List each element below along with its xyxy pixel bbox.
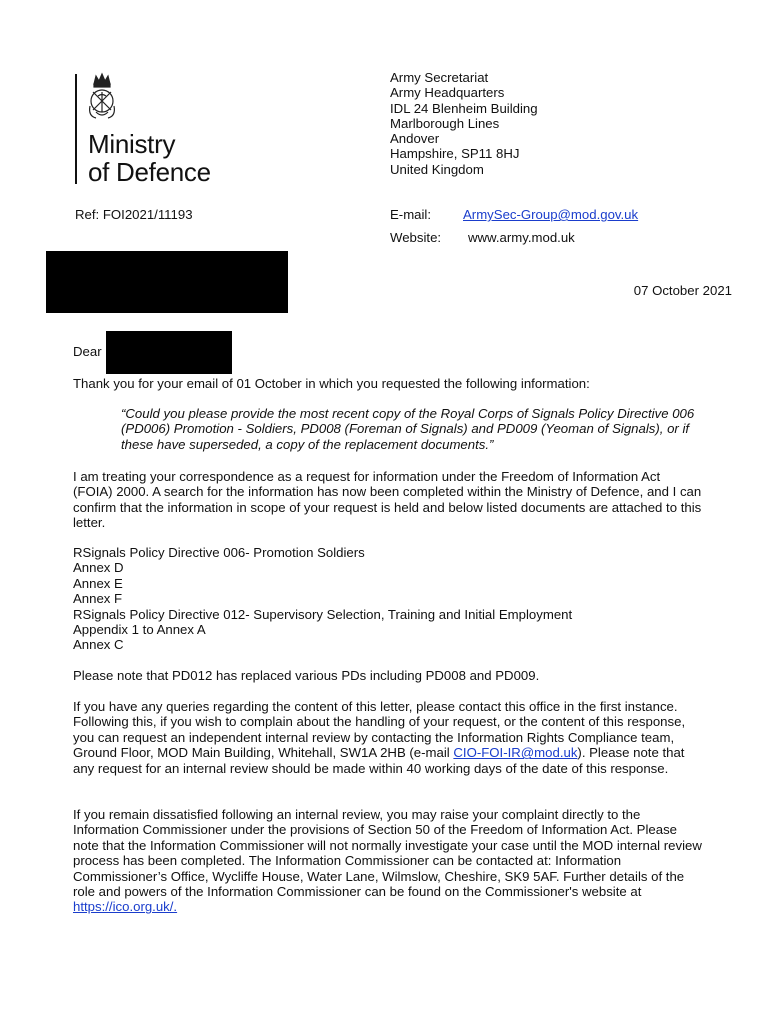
logo-line-2: of Defence — [88, 157, 211, 187]
list-item: RSignals Policy Directive 006- Promotion Soldiers — [73, 545, 365, 560]
address-line: Hampshire, SP11 8HJ — [390, 146, 520, 162]
list-item: Annex D — [73, 560, 124, 576]
reference-number: Ref: FOI2021/11193 — [75, 207, 193, 222]
cio-foi-email-link[interactable]: CIO-FOI-IR@mod.uk — [453, 745, 578, 761]
redacted-recipient-address — [46, 251, 288, 313]
address-line: United Kingdom — [390, 161, 484, 177]
address-line: Marlborough Lines — [390, 115, 500, 131]
queries-paragraph — [73, 699, 703, 776]
list-item: Annex F — [73, 591, 123, 607]
address-line: IDL 24 Blenheim Building — [390, 100, 538, 116]
queries-text-end: ). Please note that any request for an internal review should be made within 40 working days of the date of this response. — [73, 745, 685, 776]
royal-crest-icon — [82, 72, 122, 122]
request-quote: “Could you please provide the most recent copy of the Royal Corps of Signals Policy Directive 006 (PD006) Promotion - Soldiers, PD008 (Foreman of Signals) and PD009 (Yeoman of Signals), or if these have superseded, a copy of the replacement documents.” — [121, 406, 695, 452]
address-line: Army Secretariat — [390, 70, 489, 85]
logo-line-1: Ministry — [88, 129, 176, 159]
note-paragraph: Please note that PD012 has replaced various PDs including PD008 and PD009. — [73, 668, 540, 683]
intro-paragraph: Thank you for your email of 01 October in which you requested the following information: — [73, 376, 590, 391]
list-item: RSignals Policy Directive 012- Supervisory Selection, Training and Initial Employment — [73, 606, 573, 622]
email-label: E-mail: — [390, 207, 432, 222]
letter-date: 07 October 2021 — [633, 283, 732, 298]
dissatisfied-text: If you remain dissatisfied following an internal review, you may raise your complaint directly to the Information Commissioner under the provisions of Section 50 of the Freedom of Information Act. Please note that the Information Commissioner will not normally investigate your case until the MOD internal review process has been completed. The Information Commissioner can be contacted at: Information Commissioner’s Office, Wycliffe House, Water Lane, Wilmslow, Cheshire, SK9 5AF. Further details of the role and powers of the Information Commissioner can be found on the Commissioner's website at — [73, 807, 702, 900]
ico-website-link[interactable]: https://ico.org.uk/. — [73, 899, 178, 915]
list-item: Annex E — [73, 575, 123, 591]
salutation: Dear — [73, 344, 102, 359]
treating-paragraph: I am treating your correspondence as a request for information under the Freedom of Information Act (FOIA) 2000. A search for the information has now been completed within the Ministry of Defence, and I can confirm that the information in scope of your request is held and below listed documents are attached to this letter. — [73, 469, 702, 531]
redacted-recipient-name — [106, 331, 232, 374]
dissatisfied-paragraph — [73, 807, 703, 915]
address-line: Army Headquarters — [390, 85, 505, 101]
website-label: Website: — [390, 230, 442, 245]
email-link[interactable]: ArmySec-Group@mod.gov.uk — [463, 207, 639, 222]
address-line: Andover — [390, 131, 440, 147]
logo-divider — [75, 74, 77, 184]
list-item: Annex C — [73, 637, 124, 653]
documents-list — [73, 545, 703, 653]
sender-address — [390, 70, 538, 177]
website-value: www.army.mod.uk — [468, 230, 575, 245]
list-item: Appendix 1 to Annex A — [73, 622, 206, 638]
queries-text: If you have any queries regarding the content of this letter, please contact this office in the first instance. Following this, if you wish to complain about the handling of your request, or the content of this response, you can request an independent internal review by contacting the Information Rights Compliance team, Ground Floor, MOD Main Building, Whitehall, SW1A 2HB (e-mail — [73, 699, 686, 761]
ministry-of-defence-logo — [88, 130, 211, 186]
